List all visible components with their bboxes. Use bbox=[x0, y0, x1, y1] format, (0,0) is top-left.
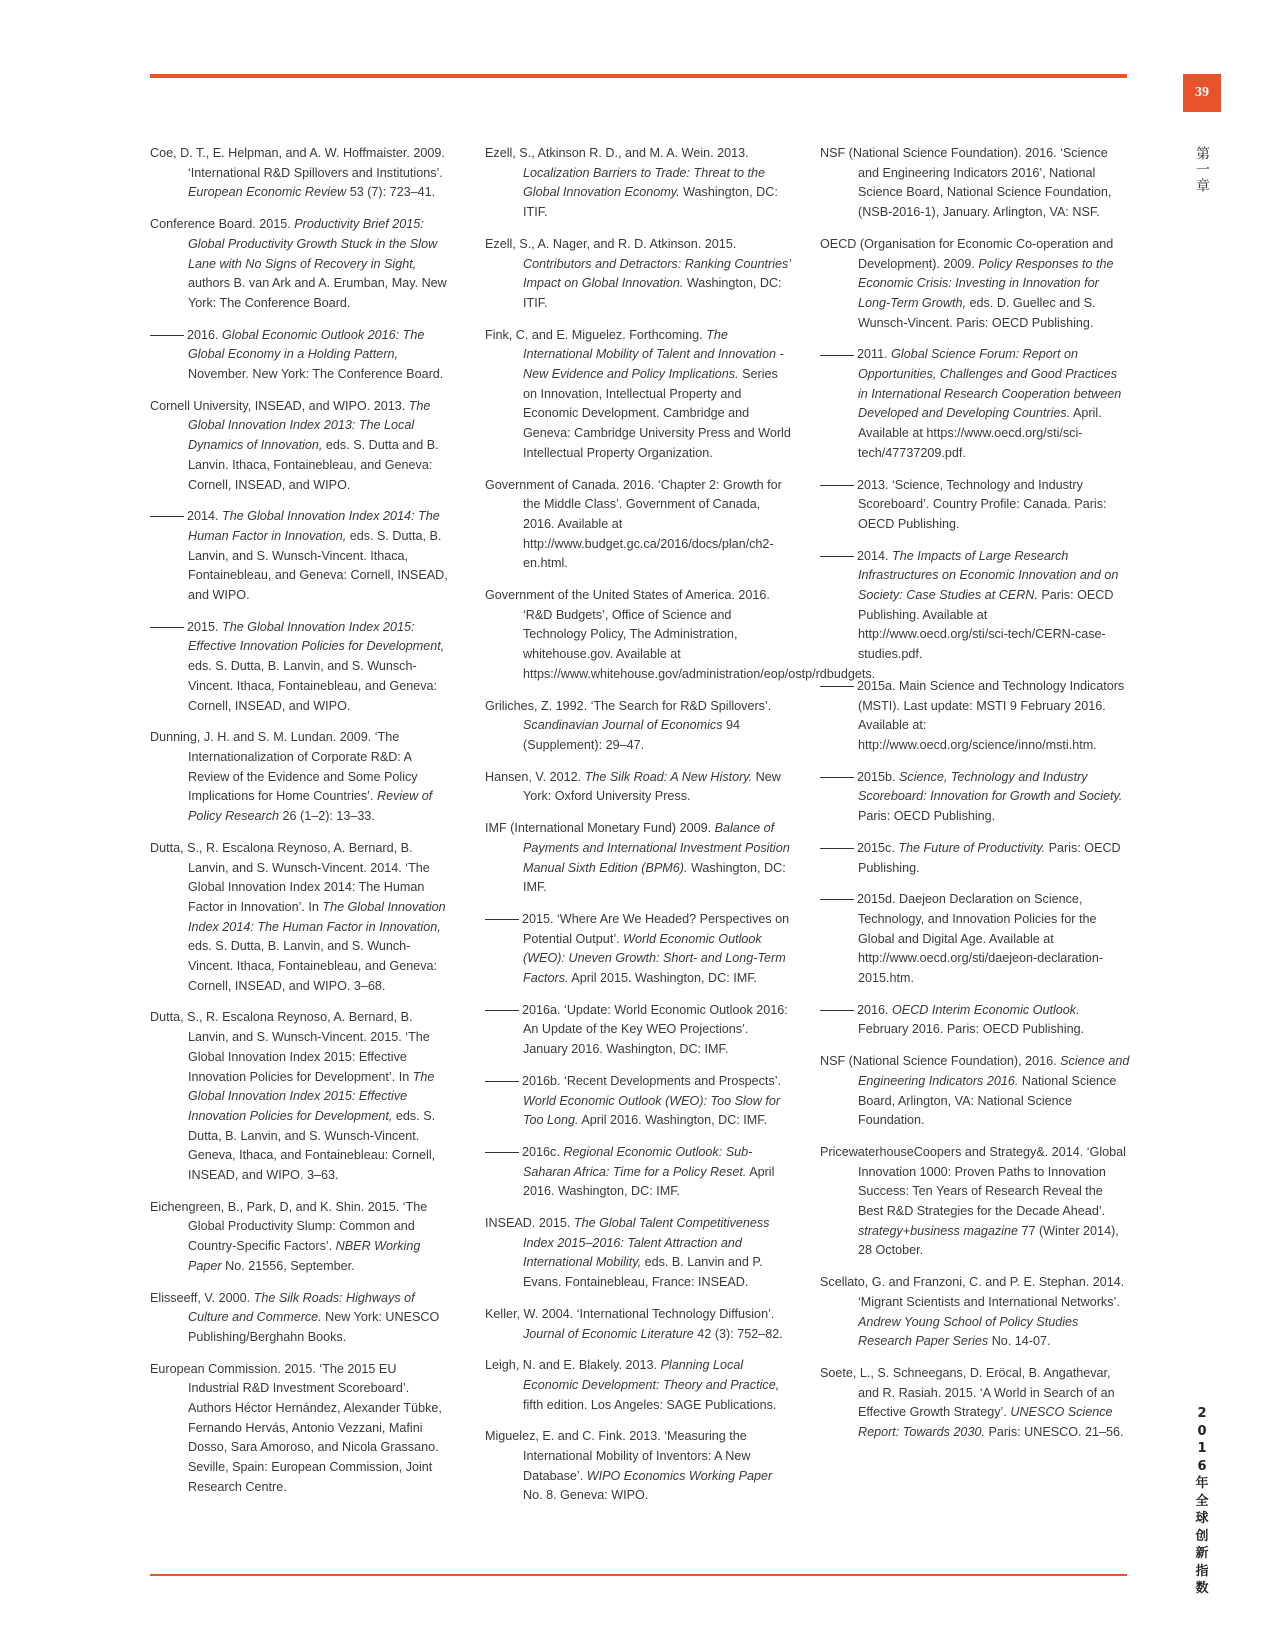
reference-entry bbox=[150, 618, 450, 717]
reference-text: 2016b. ‘Recent Developments and Prospects’. bbox=[522, 1073, 782, 1088]
reference-entry bbox=[150, 397, 450, 496]
reference-text: 2011. bbox=[857, 347, 892, 362]
reference-entry bbox=[485, 144, 795, 223]
reference-title: strategy+business magazine bbox=[858, 1223, 1018, 1238]
reference-entry bbox=[485, 768, 795, 807]
reference-entry bbox=[150, 728, 450, 827]
repeat-author-dash bbox=[485, 1010, 519, 1011]
reference-entry bbox=[150, 1198, 450, 1277]
reference-entry bbox=[820, 1052, 1130, 1131]
reference-text: 2015d. Daejeon Declaration on Science, Technology, and Innovation Policies for the Global and Digital Age. Available at http://www.oecd.org/sti/daejeon-declaration-2015.htm. bbox=[857, 892, 1104, 986]
reference-details: Series on Innovation, Intellectual Property and Economic Development. Cambridge and Geneva: Cambridge University Press and World Intellectual Property Organization. bbox=[523, 367, 791, 460]
reference-entry bbox=[150, 507, 450, 606]
reference-entry bbox=[150, 326, 450, 385]
repeat-author-dash bbox=[485, 1081, 519, 1082]
reference-title: Andrew Young School of Policy Studies Research Paper Series bbox=[858, 1314, 1079, 1349]
repeat-author-dash bbox=[485, 1152, 519, 1153]
repeat-author-dash bbox=[820, 686, 854, 687]
reference-title: OECD Interim Economic Outlook. bbox=[892, 1002, 1080, 1017]
reference-entry bbox=[820, 235, 1130, 334]
reference-title: Planning Local Economic Development: Theory and Practice, bbox=[523, 1358, 780, 1392]
reference-details: No. 8. Geneva: WIPO. bbox=[523, 1488, 649, 1503]
reference-text: European Commission. 2015. ‘The 2015 EU Industrial R&D Investment Scoreboard’. Authors Héctor Hernández, Alexander Tübke, Fernando Hervás, Antonio Vezzani, Mafini Dosso, Sara Amoroso, and Nicola Grassano. Seville, Spain: European Commission, Joint Research Centre. bbox=[150, 1361, 442, 1494]
repeat-author-dash bbox=[820, 848, 854, 849]
reference-details: eds. D. Guellec and S. Wunsch-Vincent. Paris: OECD Publishing. bbox=[858, 295, 1096, 330]
reference-text: NSF (National Science Foundation). 2016. ‘Science and Engineering Indicators 2016’, National Science Board, National Science Foundation, (NSB-2016-1), January. Arlington, VA: NSF. bbox=[820, 146, 1112, 220]
reference-entry bbox=[485, 476, 795, 575]
reference-entry bbox=[150, 1289, 450, 1348]
reference-entry bbox=[820, 768, 1130, 827]
reference-entry bbox=[485, 1143, 795, 1202]
reference-entry bbox=[820, 476, 1130, 535]
reference-title: The Global Talent Competitiveness Index 2015–2016: Talent Attraction and International Mobility, bbox=[523, 1216, 770, 1270]
repeat-author-dash bbox=[820, 556, 854, 557]
reference-details: fifth edition. Los Angeles: SAGE Publications. bbox=[523, 1397, 777, 1412]
reference-text: 2016a. ‘Update: World Economic Outlook 2016: An Update of the Key WEO Projections’. January 2016. Washington, DC: IMF. bbox=[522, 1002, 788, 1057]
reference-details: National Science Board, Arlington, VA: National Science Foundation. bbox=[858, 1073, 1117, 1128]
reference-entry bbox=[485, 1214, 795, 1293]
reference-title: WIPO Economics Working Paper bbox=[586, 1468, 773, 1483]
reference-text: Griliches, Z. 1992. ‘The Search for R&D Spillovers’. bbox=[485, 698, 772, 713]
reference-title: UNESCO Science Report: Towards 2030. bbox=[858, 1405, 1113, 1440]
reference-entry bbox=[150, 144, 450, 203]
reference-details: April 2015. Washington, DC: IMF. bbox=[568, 971, 758, 986]
reference-details: February 2016. Paris: OECD Publishing. bbox=[858, 1022, 1085, 1037]
reference-text: IMF (International Monetary Fund) 2009. bbox=[485, 821, 715, 836]
reference-title: The Global Innovation Index 2015: Effective Innovation Policies for Development, bbox=[188, 619, 445, 654]
reference-text: 2015a. Main Science and Technology Indicators (MSTI). Last update: MSTI 9 February 2016. Available at: http://www.oecd.org/science/inno/msti.htm. bbox=[857, 678, 1125, 752]
repeat-author-dash bbox=[820, 777, 854, 778]
reference-details: Paris: UNESCO. 21–56. bbox=[984, 1425, 1124, 1440]
reference-text: Dutta, S., R. Escalona Reynoso, A. Bernard, B. Lanvin, and S. Wunsch-Vincent. 2015. ‘The Global Innovation Index 2015: Effective Innovation Policies for Development’. In bbox=[150, 1010, 430, 1084]
reference-entry bbox=[820, 890, 1130, 989]
reference-entry bbox=[485, 1001, 795, 1060]
reference-details: authors B. van Ark and A. Erumban, May. New York: The Conference Board. bbox=[188, 276, 447, 310]
reference-details: New York: Oxford University Press. bbox=[523, 769, 781, 804]
reference-entry bbox=[485, 819, 795, 898]
reference-entry bbox=[820, 839, 1130, 878]
reference-entry bbox=[820, 1364, 1130, 1443]
reference-title: World Economic Outlook (WEO): Uneven Growth: Short- and Long-Term Factors. bbox=[523, 931, 786, 986]
reference-entry bbox=[485, 326, 795, 464]
reference-title: Science, Technology and Industry Scoreboard: Innovation for Growth and Society. bbox=[858, 769, 1123, 804]
reference-text: 2016. bbox=[857, 1002, 893, 1017]
reference-details: Paris: OECD Publishing. bbox=[858, 809, 996, 824]
page-number-badge bbox=[1183, 74, 1221, 112]
reference-entry bbox=[820, 1001, 1130, 1040]
reference-details: April. Available at https://www.oecd.org/sti/sci-tech/47737209.pdf. bbox=[858, 406, 1102, 460]
reference-text: Fink, C. and E. Miguelez. Forthcoming. bbox=[485, 327, 707, 342]
reference-title: Regional Economic Outlook: Sub-Saharan Africa: Time for a Policy Reset. bbox=[523, 1144, 753, 1179]
reference-entry bbox=[485, 1427, 795, 1506]
reference-text: 2016. bbox=[187, 327, 223, 342]
reference-text: Eichengreen, B., Park, D, and K. Shin. 2015. ‘The Global Productivity Slump: Common and Country-Specific Factors’. bbox=[150, 1199, 428, 1254]
reference-title: Scandinavian Journal of Economics bbox=[523, 718, 723, 733]
reference-details: No. 14-07. bbox=[988, 1334, 1051, 1349]
reference-text: 2015. bbox=[187, 619, 223, 634]
reference-entry bbox=[150, 839, 450, 997]
reference-entry bbox=[485, 1305, 795, 1344]
reference-entry bbox=[820, 1143, 1130, 1261]
reference-details: 42 (3): 752–82. bbox=[693, 1326, 783, 1341]
reference-entry bbox=[485, 697, 795, 756]
reference-details: April 2016. Washington, DC: IMF. bbox=[578, 1113, 768, 1128]
reference-entry bbox=[150, 1008, 450, 1185]
reference-text: Ezell, S., Atkinson R. D., and M. A. Wein. 2013. bbox=[485, 146, 749, 160]
bottom-rule bbox=[150, 1574, 1127, 1576]
reference-entry bbox=[150, 215, 450, 314]
reference-title: Localization Barriers to Trade: Threat to the Global Innovation Economy. bbox=[523, 165, 765, 200]
reference-details: April 2016. Washington, DC: IMF. bbox=[523, 1164, 775, 1199]
reference-details: Washington, DC: ITIF. bbox=[523, 276, 782, 310]
reference-text: Cornell University, INSEAD, and WIPO. 2013. bbox=[150, 398, 409, 413]
reference-text: Dutta, S., R. Escalona Reynoso, A. Bernard, B. Lanvin, and S. Wunsch-Vincent. 2014. ‘The Global Innovation Index 2014: The Human Factor in Innovation’. In bbox=[150, 840, 430, 914]
reference-text: Dunning, J. H. and S. M. Lundan. 2009. ‘The Internationalization of Corporate R&D: A Review of the Evidence and Some Policy Implications for Home Countries’. bbox=[150, 730, 418, 804]
reference-entry bbox=[820, 1273, 1130, 1352]
reference-title: The Global Innovation Index 2014: The Human Factor in Innovation, bbox=[188, 509, 440, 543]
reference-title: Productivity Brief 2015: Global Productivity Growth Stuck in the Slow Lane with No Signs of Recovery in Sight, bbox=[188, 217, 438, 271]
reference-details: November. New York: The Conference Board. bbox=[188, 367, 444, 382]
reference-title: European Economic Review bbox=[188, 185, 347, 200]
reference-entry bbox=[820, 677, 1130, 756]
reference-text: Leigh, N. and E. Blakely. 2013. bbox=[485, 1358, 661, 1373]
repeat-author-dash bbox=[820, 355, 854, 356]
reference-title: The Global Innovation Index 2013: The Local Dynamics of Innovation, bbox=[188, 398, 431, 453]
reference-entry bbox=[820, 345, 1130, 463]
reference-entry bbox=[820, 547, 1130, 665]
reference-text: NSF (National Science Foundation), 2016. bbox=[820, 1054, 1061, 1069]
reference-details: Paris: OECD Publishing. bbox=[858, 840, 1121, 875]
reference-details: 94 (Supplement): 29–47. bbox=[523, 718, 741, 752]
reference-text: Soete, L., S. Schneegans, D. Eröcal, B. Angathevar, and R. Rasiah. 2015. ‘A World in Search of an Effective Growth Strategy’. bbox=[820, 1365, 1115, 1420]
reference-title: Science and Engineering Indicators 2016. bbox=[858, 1054, 1130, 1088]
reference-title: The Silk Road: A New History. bbox=[584, 769, 753, 784]
side-chapter-label: 第一章 bbox=[1194, 146, 1210, 194]
repeat-author-dash bbox=[485, 919, 519, 920]
reference-column-3 bbox=[820, 144, 1130, 1455]
reference-text: 2016c. bbox=[522, 1144, 564, 1159]
page-number: 39 bbox=[1195, 85, 1209, 100]
reference-title: Contributors and Detractors: Ranking Countries’ Impact on Global Innovation. bbox=[523, 256, 791, 291]
reference-details: 26 (1–2): 13–33. bbox=[279, 809, 375, 824]
reference-text: Government of Canada. 2016. ‘Chapter 2: Growth for the Middle Class’. Government of Canada, 2016. Available at http://www.budget.gc.ca/2016/docs/plan/ch2-en.html. bbox=[485, 477, 782, 571]
repeat-author-dash bbox=[820, 485, 854, 486]
reference-entry bbox=[485, 235, 795, 314]
reference-entry bbox=[485, 1356, 795, 1415]
reference-entry bbox=[485, 1072, 795, 1131]
reference-entry bbox=[820, 144, 1130, 223]
reference-text: 2015b. bbox=[857, 769, 900, 784]
reference-text: 2015c. bbox=[857, 840, 899, 855]
reference-title: The Global Innovation Index 2015: Effective Innovation Policies for Development, bbox=[188, 1069, 435, 1123]
reference-title: The International Mobility of Talent and Innovation - New Evidence and Policy Implications. bbox=[523, 327, 784, 382]
reference-text: Ezell, S., A. Nager, and R. D. Atkinson. 2015. bbox=[485, 236, 737, 251]
reference-title: Balance of Payments and International Investment Position Manual Sixth Edition (BPM6). bbox=[523, 821, 790, 875]
reference-title: Journal of Economic Literature bbox=[523, 1326, 694, 1341]
repeat-author-dash bbox=[150, 335, 184, 336]
reference-details: eds. S. Dutta and B. Lanvin. Ithaca, Fontainebleau, and Geneva: Cornell, INSEAD, and WIPO. bbox=[188, 438, 439, 492]
repeat-author-dash bbox=[820, 899, 854, 900]
reference-text: 2014. bbox=[187, 509, 223, 524]
reference-text: INSEAD. 2015. bbox=[485, 1216, 574, 1231]
repeat-author-dash bbox=[820, 1010, 854, 1011]
reference-title: The Impacts of Large Research Infrastructures on Economic Innovation and on Society: Case Studies at CERN. bbox=[858, 548, 1119, 603]
repeat-author-dash bbox=[150, 516, 184, 517]
reference-details: eds. S. Dutta, B. Lanvin, and S. Wunsch-Vincent. Ithaca, Fontainebleau, and Geneva: Cornell, INSEAD, and WIPO. bbox=[188, 659, 438, 713]
reference-text: Hansen, V. 2012. bbox=[485, 769, 585, 784]
reference-details: eds. B. Lanvin and P. Evans. Fontainebleau, France: INSEAD. bbox=[523, 1255, 763, 1290]
reference-title: The Future of Productivity. bbox=[898, 840, 1046, 855]
reference-details: eds. S. Dutta, B. Lanvin, and S. Wunsch-Vincent. Ithaca, Fontainebleau, and Geneva: Cornell, INSEAD, and WIPO. bbox=[188, 528, 448, 603]
reference-column-1 bbox=[150, 144, 450, 1510]
reference-text: PricewaterhouseCoopers and Strategy&. 2014. ‘Global Innovation 1000: Proven Paths to Innovation Success: Ten Years of Research Reveal the Best R&D Strategies for the Decade Ahead’. bbox=[820, 1144, 1126, 1219]
reference-text: Government of the United States of America. 2016. ‘R&D Budgets’, Office of Science and Technology Policy, The Administration, whitehouse.gov. Available at https://www.whitehouse.gov/administration/eop/ostp/rdbudgets. bbox=[485, 588, 876, 681]
reference-text: Keller, W. 2004. ‘International Technology Diffusion’. bbox=[485, 1306, 775, 1321]
reference-text: Elisseeff, V. 2000. bbox=[150, 1290, 254, 1305]
reference-details: eds. S. Dutta, B. Lanvin, and S. Wunch-Vincent. Ithaca, Fontainebleau, and Geneva: Cornell, INSEAD, and WIPO. 3–68. bbox=[188, 939, 438, 993]
reference-text: Miguelez, E. and C. Fink. 2013. ‘Measuring the International Mobility of Inventors: A New Database’. bbox=[485, 1429, 751, 1483]
reference-title: Policy Responses to the Economic Crisis: Investing in Innovation for Long-Term Growth, bbox=[858, 256, 1114, 310]
reference-text: OECD (Organisation for Economic Co-operation and Development). 2009. bbox=[820, 236, 1114, 271]
reference-text: 2014. bbox=[857, 548, 893, 563]
reference-entry bbox=[150, 1360, 450, 1498]
reference-title: Review of Policy Research bbox=[188, 789, 433, 824]
reference-details: 77 (Winter 2014), 28 October. bbox=[858, 1223, 1119, 1258]
reference-title: Global Science Forum: Report on Opportunities, Challenges and Good Practices in International Research Cooperation between Developed and Developing Countries. bbox=[858, 347, 1122, 421]
reference-text: Conference Board. 2015. bbox=[150, 217, 295, 232]
reference-title: Global Economic Outlook 2016: The Global Economy in a Holding Pattern, bbox=[188, 327, 425, 362]
repeat-author-dash bbox=[150, 627, 184, 628]
reference-entry bbox=[485, 586, 876, 685]
reference-title: The Global Innovation Index 2014: The Human Factor in Innovation, bbox=[188, 899, 446, 934]
reference-entry bbox=[485, 910, 795, 989]
reference-details: No. 21556, September. bbox=[221, 1258, 355, 1273]
reference-details: Washington, DC: ITIF. bbox=[523, 185, 778, 220]
reference-text: Coe, D. T., E. Helpman, and A. W. Hoffmaister. 2009. ‘International R&D Spillovers and Institutions’. bbox=[150, 146, 445, 180]
reference-title: The Silk Roads: Highways of Culture and Commerce. bbox=[188, 1290, 415, 1325]
reference-text: 2015. ‘Where Are We Headed? Perspectives on Potential Output’. bbox=[522, 911, 790, 946]
reference-details: New York: UNESCO Publishing/Berghahn Books. bbox=[188, 1310, 440, 1344]
top-rule bbox=[150, 74, 1127, 78]
reference-details: Washington, DC: IMF. bbox=[523, 860, 786, 895]
reference-text: Scellato, G. and Franzoni, C. and P. E. Stephan. 2014. ‘Migrant Scientists and International Networks’. bbox=[820, 1275, 1125, 1309]
side-report-title: 2016年全球创新指数 bbox=[1195, 1406, 1209, 1596]
reference-details: eds. S. Dutta, B. Lanvin, and S. Wunsch-Vincent. Geneva, Ithaca, and Fontainebleau: Cornell, INSEAD, and WIPO. 3–63. bbox=[188, 1108, 436, 1183]
reference-title: NBER Working Paper bbox=[188, 1239, 421, 1273]
reference-title: World Economic Outlook (WEO): Too Slow for Too Long. bbox=[523, 1093, 781, 1128]
reference-text: 2013. ‘Science, Technology and Industry Scoreboard’. Country Profile: Canada. Paris: OECD Publishing. bbox=[857, 477, 1107, 531]
reference-details: 53 (7): 723–41. bbox=[346, 185, 436, 200]
reference-details: Paris: OECD Publishing. Available at http://www.oecd.org/sti/sci-tech/CERN-case-studies.pdf. bbox=[858, 588, 1114, 662]
